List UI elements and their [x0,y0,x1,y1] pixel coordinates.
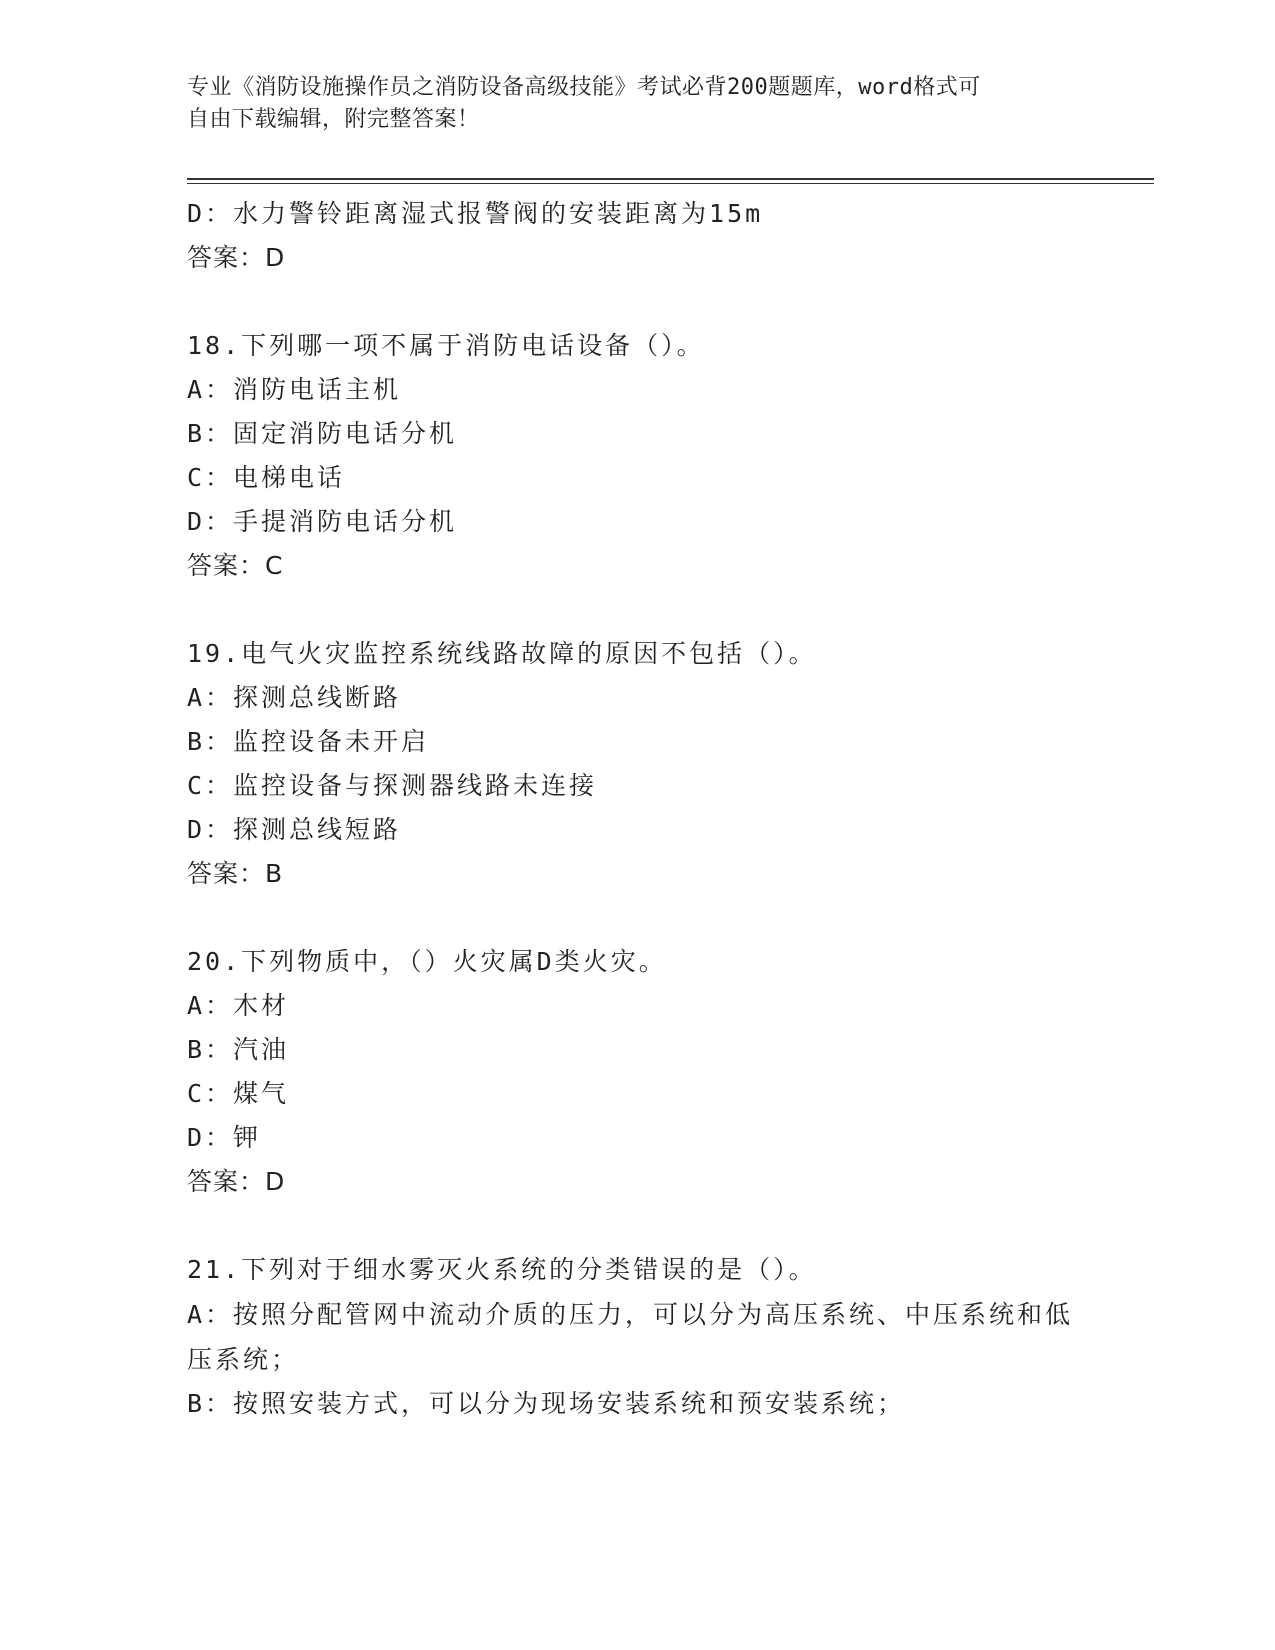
question-20-option-a: A：木材 [187,991,290,1020]
question-19-option-a: A：探测总线断路 [187,683,402,712]
question-19-stem: 19.电气火灾监控系统线路故障的原因不包括（）。 [187,639,817,668]
question-20-option-c: C：煤气 [187,1079,290,1108]
question-18-stem: 18.下列哪一项不属于消防电话设备（）。 [187,331,705,360]
header-line-2: 自由下载编辑，附完整答案！ [187,107,480,132]
question-19-option-d: D：探测总线短路 [187,815,402,844]
header-divider [187,178,1154,184]
question-18-answer: 答案：C [187,551,284,580]
question-21-stem: 21.下列对于细水雾灭火系统的分类错误的是（）。 [187,1255,817,1284]
header-line-1: 专业《消防设施操作员之消防设备高级技能》考试必背200题题库，word格式可 [187,75,981,100]
question-18-option-c: C：电梯电话 [187,463,346,492]
question-18-option-a: A：消防电话主机 [187,375,402,404]
question-20-answer: 答案：D [187,1167,286,1196]
question-18-option-d: D：手提消防电话分机 [187,507,458,536]
question-19-option-b: B：监控设备未开启 [187,727,430,756]
question-20-stem: 20.下列物质中，（）火灾属D类火灾。 [187,947,667,976]
carryover-option-d: D：水力警铃距离湿式报警阀的安装距离为15m [187,199,764,228]
question-18-option-b: B：固定消防电话分机 [187,419,458,448]
question-20-option-b: B：汽油 [187,1035,290,1064]
question-19-option-c: C：监控设备与探测器线路未连接 [187,771,598,800]
carryover-answer: 答案：D [187,243,286,272]
question-20-option-d: D：钾 [187,1123,262,1152]
question-21-option-b: B：按照安装方式，可以分为现场安装系统和预安装系统； [187,1389,906,1418]
question-19-answer: 答案：B [187,859,284,888]
document-header [187,72,1087,136]
question-21-option-a: A：按照分配管网中流动介质的压力，可以分为高压系统、中压系统和低压系统； [187,1300,1074,1374]
